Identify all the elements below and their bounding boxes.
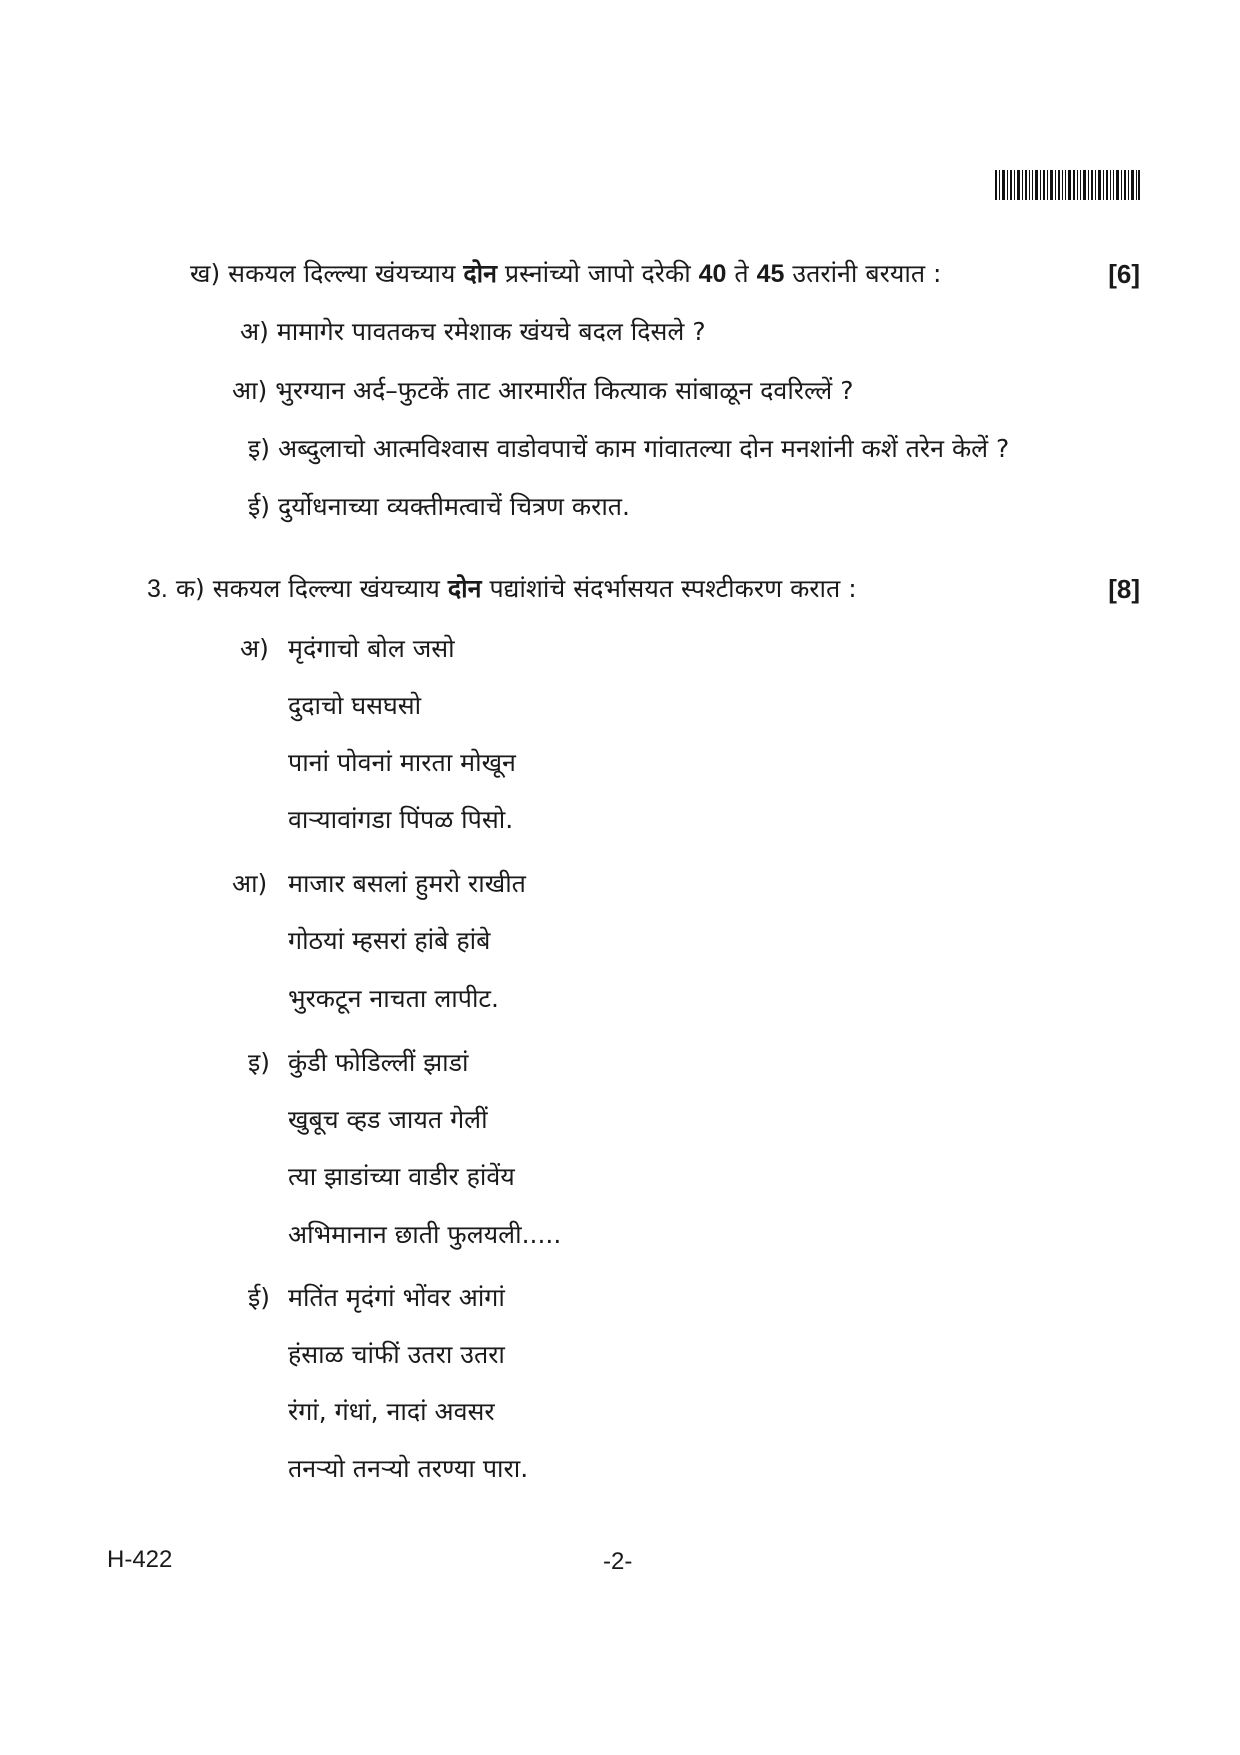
- q3a-text-pre: सकयल दिल्ल्या खंयच्याय: [212, 574, 440, 603]
- q2b-item-4: [248, 491, 630, 523]
- poem-2-line-1: माजार बसलां हुमरो राखीत: [288, 869, 526, 898]
- poem-3-line-4: अभिमानान छाती फुलयली.....: [288, 1220, 562, 1249]
- q2b-item-2: [232, 375, 853, 407]
- poem-2-label: आ): [232, 869, 268, 898]
- q2b-num-max: 45: [756, 260, 785, 288]
- q3a-text-post: पद्यांशांचे संदर्भासयत स्पश्टीकरण करात :: [489, 574, 857, 603]
- q2b-heading: [190, 258, 941, 290]
- poem-1-line-4: वाऱ्यावांगडा पिंपळ पिसो.: [288, 805, 514, 834]
- poem-4-line-2: हंसाळ चांफीं उतरा उतरा: [288, 1340, 505, 1369]
- poem-1-line-1: मृदंगाचो बोल जसो: [288, 634, 455, 663]
- q2b-item-3: [248, 433, 1009, 465]
- item-text: मामागेर पावतकच रमेशाक खंयचे बदल दिसले ?: [276, 317, 706, 346]
- poem-4-line-4: तनऱ्यो तनऱ्यो तरण्या पारा.: [288, 1454, 529, 1483]
- q2b-text-pre: सकयल दिल्ल्या खंयच्याय: [228, 259, 456, 288]
- q2b-text-mid: प्रस्नांच्यो जापो दरेकी: [504, 259, 691, 288]
- poem-2-line-3: भुरकटून नाचता लापीट.: [288, 984, 499, 1013]
- poem-3-label: इ): [248, 1048, 271, 1077]
- poem-4-label: ई): [248, 1283, 271, 1312]
- poem-4-line-3: रंगां, गंधां, नादां अवसर: [288, 1397, 495, 1426]
- q2b-bold-count: दोन: [463, 259, 497, 288]
- q3a-bold-count: दोन: [447, 574, 482, 603]
- q3a-marks: [8]: [1108, 574, 1140, 604]
- q2b-item-1: [240, 316, 706, 348]
- page-number: -2-: [603, 1548, 633, 1575]
- poem-3-line-3: त्या झाडांच्या वाडीर हांवेंय: [288, 1162, 515, 1191]
- q2b-text-post: उतरांनी बरयात :: [792, 259, 942, 288]
- item-text: अब्दुलाचो आत्मविश्वास वाडोवपाचें काम गांवातल्या दोन मनशांनी कशें तरेन केलें ?: [277, 434, 1010, 463]
- barcode-image: [995, 170, 1140, 200]
- item-text: दुर्योधनाच्या व्यक्तीमत्वाचें चित्रण करात.: [277, 492, 630, 521]
- poem-1-line-2: दुदाचो घसघसो: [288, 691, 422, 720]
- paper-code: H-422: [107, 1546, 173, 1573]
- poem-4-line-1: मतिंत मृदंगां भोंवर आंगां: [288, 1283, 505, 1312]
- item-label: इ): [248, 434, 271, 463]
- q2b-text-te: ते: [734, 259, 749, 288]
- q3-number: 3.: [147, 575, 168, 603]
- q2b-marks: [6]: [1108, 259, 1140, 289]
- item-label: आ): [232, 376, 268, 405]
- q3a-heading: [147, 573, 857, 605]
- item-text: भुरग्यान अर्द–फुटकें ताट आरमारींत कित्याक सांबाळून दवरिल्लें ?: [275, 376, 854, 405]
- poem-1-label: अ): [240, 634, 269, 663]
- q2b-label: ख): [190, 259, 221, 288]
- q3a-label: क): [175, 574, 205, 603]
- item-label: अ): [240, 317, 269, 346]
- q2b-num-min: 40: [698, 260, 727, 288]
- item-label: ई): [248, 492, 271, 521]
- poem-1-line-3: पानां पोवनां मारता मोखून: [288, 748, 516, 777]
- poem-2-line-2: गोठयां म्हसरां हांबे हांबे: [288, 926, 491, 955]
- poem-3-line-1: कुंडी फोडिल्लीं झाडां: [288, 1048, 469, 1077]
- poem-3-line-2: खुबूच व्हड जायत गेलीं: [288, 1105, 488, 1134]
